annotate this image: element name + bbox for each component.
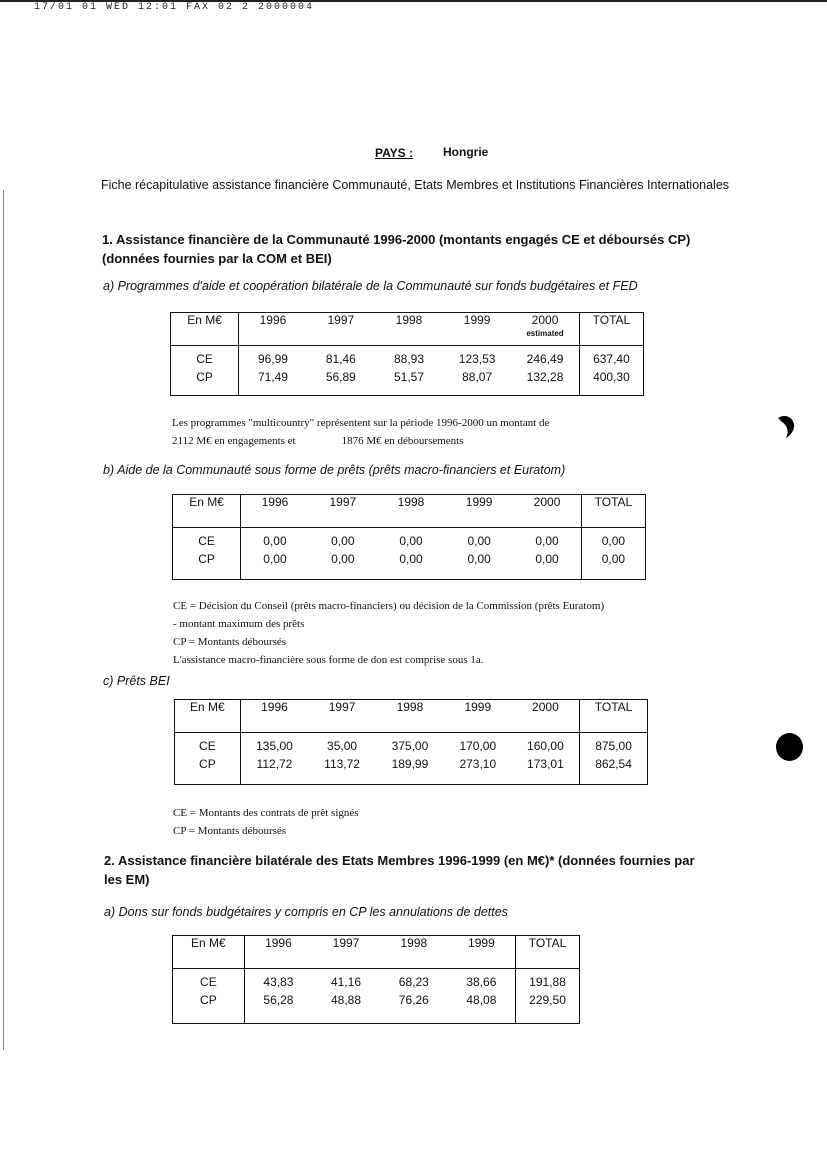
table-cell: 170,00 273,10 bbox=[459, 739, 497, 771]
multicountry-note-line2: 2112 M€ en engagements et 1876 M€ en déboursements bbox=[172, 435, 464, 447]
table-cell: 123,53 88,07 bbox=[458, 352, 496, 384]
total-cell: 637,40 400,30 bbox=[579, 346, 643, 396]
table-1b bbox=[172, 494, 646, 580]
year-header: 2000 bbox=[512, 700, 580, 733]
unit-header: En M€ bbox=[173, 936, 245, 969]
table-cell: 0,00 0,00 bbox=[399, 534, 423, 566]
note-line: CP = Montants déboursés bbox=[173, 825, 287, 837]
row-labels: CE CP bbox=[175, 733, 241, 785]
table-1c bbox=[174, 699, 648, 785]
year-header: 1999 bbox=[444, 700, 512, 733]
year-header: 1997 bbox=[312, 936, 380, 969]
table-1a bbox=[170, 312, 644, 396]
section1a-heading: a) Programmes d'aide et coopération bilatérale de la Communauté sur fonds budgétaires et FED bbox=[103, 279, 638, 293]
multicountry-note bbox=[172, 414, 549, 450]
total-header: TOTAL bbox=[581, 495, 645, 528]
year-header: 1997 bbox=[309, 495, 377, 528]
country-label: PAYS : bbox=[375, 146, 414, 160]
total-header: TOTAL bbox=[580, 700, 648, 733]
year-header: 1998 bbox=[376, 700, 444, 733]
section2-title: 2. Assistance financière bilatérale des Etats Membres 1996-1999 (en M€)* (données fournies par les EM) bbox=[104, 853, 695, 887]
total-cell: 0,00 0,00 bbox=[581, 528, 645, 580]
table-cell: 81,46 56,89 bbox=[325, 352, 356, 384]
row-labels: CE CP bbox=[173, 528, 241, 580]
year-header: 1996 bbox=[239, 313, 307, 346]
table-cell: 96,99 71,49 bbox=[257, 352, 288, 384]
table-cell: 88,93 51,57 bbox=[393, 352, 424, 384]
year-header: 1999 bbox=[445, 495, 513, 528]
year-header: 1999 bbox=[443, 313, 511, 346]
table-cell: 246,49 132,28 bbox=[526, 352, 564, 384]
table-cell: 43,83 56,28 bbox=[263, 975, 294, 1007]
section1b-heading: b) Aide de la Communauté sous forme de prêts (prêts macro-financiers et Euratom) bbox=[103, 463, 566, 477]
section1b-notes bbox=[173, 597, 604, 669]
table-cell: 0,00 0,00 bbox=[331, 534, 355, 566]
table-cell: 160,00 173,01 bbox=[527, 739, 564, 771]
multicountry-note-line1: Les programmes "multicountry" représentent sur la période 1996-2000 un montant de bbox=[172, 417, 550, 429]
table-cell: 0,00 0,00 bbox=[263, 534, 287, 566]
year-header: 1998 bbox=[375, 313, 443, 346]
row-labels: CE CP bbox=[173, 969, 245, 1024]
year-header: 1996 bbox=[244, 936, 312, 969]
table-cell: 0,00 0,00 bbox=[467, 534, 491, 566]
section1-title: 1. Assistance financière de la Communauté 1996-2000 (montants engagés CE et déboursés CP) (données fournies par la COM et BEI) bbox=[102, 232, 691, 266]
table-cell: 35,00 113,72 bbox=[324, 739, 360, 771]
year-header: 2000 estimated bbox=[511, 313, 579, 346]
row-labels: CE CP bbox=[171, 346, 239, 396]
year-header: 1997 bbox=[307, 313, 375, 346]
table-cell: 0,00 0,00 bbox=[535, 534, 559, 566]
estimated-note: estimated bbox=[526, 329, 564, 338]
total-header: TOTAL bbox=[516, 936, 580, 969]
table-2a bbox=[172, 935, 580, 1024]
table-cell: 38,66 48,08 bbox=[466, 975, 497, 1007]
note-line: CE = Montants des contrats de prêt signés bbox=[173, 807, 359, 819]
table-cell: 41,16 48,88 bbox=[330, 975, 361, 1007]
table-cell: 135,00 112,72 bbox=[256, 739, 293, 771]
year-header: 1998 bbox=[380, 936, 448, 969]
note-line: CE = Décision du Conseil (prêts macro-financiers) ou décision de la Commission (prêts Euratom) bbox=[173, 600, 605, 612]
year-header: 2000 bbox=[513, 495, 581, 528]
country-value: Hongrie bbox=[443, 145, 489, 159]
year-header: 1998 bbox=[377, 495, 445, 528]
table-cell: 375,00 189,99 bbox=[391, 739, 429, 771]
section1c-notes bbox=[173, 804, 359, 840]
total-cell: 191,88 229,50 bbox=[516, 969, 580, 1024]
unit-header: En M€ bbox=[171, 313, 239, 346]
total-cell: 875,00 862,54 bbox=[580, 733, 648, 785]
note-line: CP = Montants déboursés bbox=[173, 636, 287, 648]
year-header: 1997 bbox=[308, 700, 376, 733]
section2a-heading: a) Dons sur fonds budgétaires y compris en CP les annulations de dettes bbox=[104, 905, 508, 919]
fax-header: 17/01 01 WED 12:01 FAX 02 2 2000004 bbox=[34, 2, 315, 13]
section1c-heading: c) Prêts BEI bbox=[103, 674, 170, 688]
year-header: 1996 bbox=[240, 700, 308, 733]
unit-header: En M€ bbox=[173, 495, 241, 528]
page-edge-shadow bbox=[3, 190, 4, 1050]
punch-hole-icon bbox=[776, 733, 803, 761]
year-header: 1996 bbox=[241, 495, 309, 528]
year-header: 1999 bbox=[448, 936, 516, 969]
note-line: L'assistance macro-financière sous forme de don est comprise sous 1a. bbox=[173, 654, 484, 666]
total-header: TOTAL bbox=[579, 313, 643, 346]
unit-header: En M€ bbox=[175, 700, 241, 733]
intro-text: Fiche récapitulative assistance financière Communauté, Etats Membres et Institutions Financières Internationales bbox=[100, 178, 730, 192]
scan-mark-icon bbox=[776, 412, 796, 440]
note-line: - montant maximum des prêts bbox=[173, 618, 305, 630]
table-cell: 68,23 76,26 bbox=[398, 975, 429, 1007]
